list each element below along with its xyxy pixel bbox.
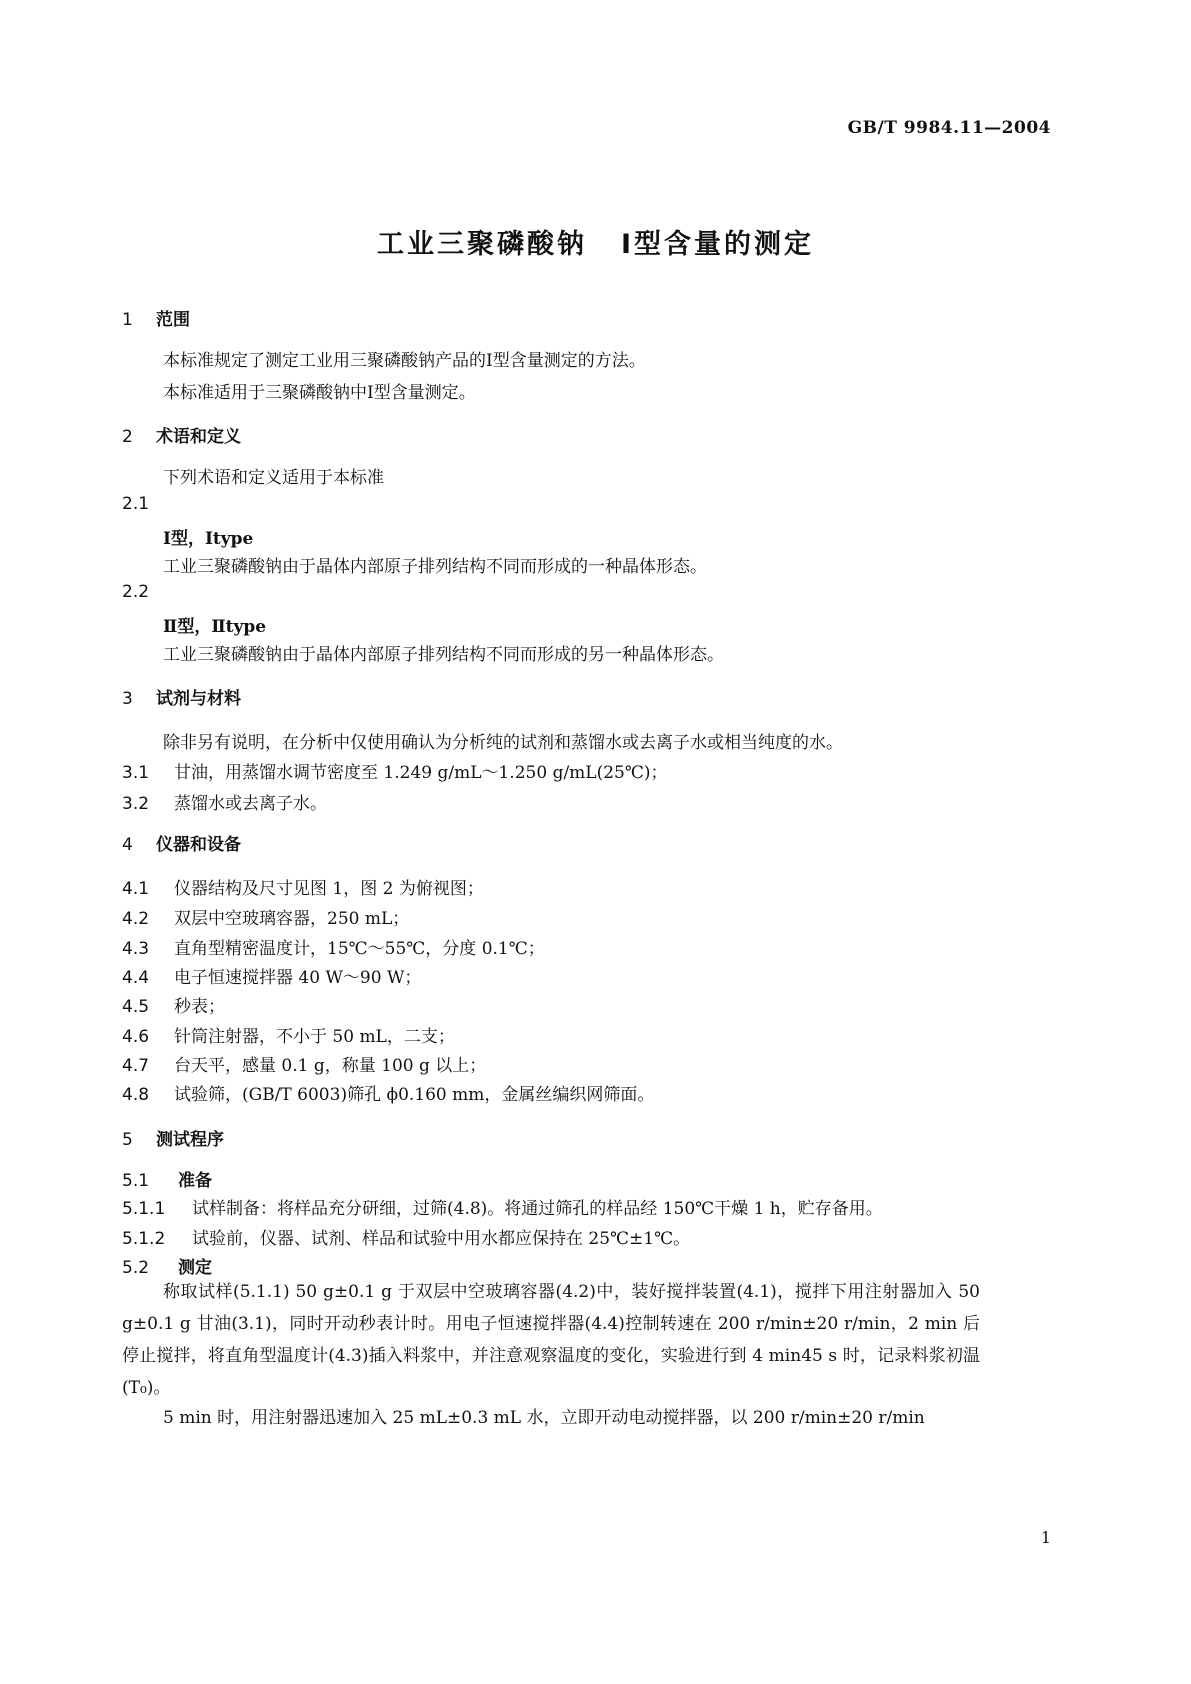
clause-number: 2.2 <box>122 582 150 602</box>
list-item <box>122 904 409 929</box>
item-number: 4.2 <box>122 909 150 929</box>
paragraph: 下列术语和定义适用于本标准 <box>163 468 384 488</box>
item-text: 秒表； <box>174 997 225 1017</box>
item-text: 电子恒速搅拌器 40 W～90 W； <box>174 968 422 988</box>
item-text: 仪器结构及尺寸见图 1，图 2 为俯视图； <box>174 879 484 899</box>
paragraph: 本标准适用于三聚磷酸钠中Ⅰ型含量测定。 <box>163 383 476 403</box>
section-heading <box>122 422 241 447</box>
section-number: 3 <box>122 689 133 709</box>
section-title: 试剂与材料 <box>156 689 241 709</box>
list-item <box>122 789 327 814</box>
clause-number: 5.1.2 <box>122 1229 166 1249</box>
item-number: 4.8 <box>122 1085 150 1105</box>
paragraph: 除非另有说明，在分析中仅使用确认为分析纯的试剂和蒸馏水或去离子水或相当纯度的水。 <box>163 733 843 753</box>
item-text: 直角型精密温度计，15℃～55℃，分度 0.1℃； <box>174 939 545 959</box>
list-item <box>122 992 225 1017</box>
item-number: 3.1 <box>122 763 150 783</box>
clause-number: 5.1.1 <box>122 1199 166 1219</box>
clause <box>122 1194 883 1219</box>
item-number: 4.4 <box>122 968 150 988</box>
subsection-title: 测定 <box>178 1258 212 1278</box>
list-item <box>122 934 545 959</box>
item-number: 4.3 <box>122 939 150 959</box>
list-item <box>122 758 668 783</box>
subsection-number: 5.1 <box>122 1171 150 1191</box>
item-number: 4.7 <box>122 1056 150 1076</box>
section-number: 5 <box>122 1130 133 1150</box>
subsection-title: 准备 <box>178 1171 212 1191</box>
subsection-heading <box>122 1166 212 1191</box>
title-part1: 工业三聚磷酸钠 <box>376 229 587 260</box>
list-item <box>122 874 484 899</box>
title-part2: Ⅰ型含量的测定 <box>620 229 815 260</box>
item-number: 4.6 <box>122 1027 150 1047</box>
subsection-heading <box>122 1253 212 1278</box>
section-title: 术语和定义 <box>156 427 241 447</box>
section-title: 测试程序 <box>156 1130 224 1150</box>
section-heading <box>122 830 241 855</box>
list-item <box>122 1022 455 1047</box>
clause-number: 2.1 <box>122 494 150 514</box>
paragraph: 本标准规定了测定工业用三聚磷酸钠产品的Ⅰ型含量测定的方法。 <box>163 351 646 371</box>
section-number: 2 <box>122 427 133 447</box>
page-number: 1 <box>1040 1528 1051 1547</box>
section-heading <box>122 684 241 709</box>
section-title: 范围 <box>156 310 190 330</box>
paragraph: 5 min 时，用注射器迅速加入 25 mL±0.3 mL 水，立即开动电动搅拌器，以 200 r/min±20 r/min <box>163 1408 925 1428</box>
item-text: 试验筛，(GB/T 6003)筛孔 ϕ0.160 mm，金属丝编织网筛面。 <box>174 1085 655 1105</box>
section-title: 仪器和设备 <box>156 835 241 855</box>
item-number: 4.1 <box>122 879 150 899</box>
term-definition: 工业三聚磷酸钠由于晶体内部原子排列结构不同而形成的另一种晶体形态。 <box>163 645 724 665</box>
paragraph: 称取试样(5.1.1) 50 g±0.1 g 于双层中空玻璃容器(4.2)中，装好搅拌装置(4.1)，搅拌下用注射器加入 50 g±0.1 g 甘油(3.1)，同时开动秒表计时。用电子恒速搅拌器(4.4)控制转速在 200 r/min±20 r/min，2 min 后停止搅拌，将直角型温度计(4.3)插入料浆中，并注意观察温度的变化，实验进行到 4 min45 s 时，记录料浆初温(T₀)。 <box>122 1282 980 1398</box>
standard-number: GB/T 9984.11—2004 <box>847 118 1051 138</box>
clause-text: 试样制备：将样品充分研细，过筛(4.8)。将通过筛孔的样品经 150℃干燥 1 h，贮存备用。 <box>192 1199 883 1219</box>
item-text: 双层中空玻璃容器，250 mL； <box>174 909 410 929</box>
clause-text: 试验前，仪器、试剂、样品和试验中用水都应保持在 25℃±1℃。 <box>192 1229 691 1249</box>
section-heading <box>122 1125 224 1150</box>
item-number: 4.5 <box>122 997 150 1017</box>
section-number: 1 <box>122 310 133 330</box>
section-number: 4 <box>122 835 133 855</box>
term-name: Ⅱ型，Ⅱtype <box>163 617 267 637</box>
item-text: 台天平，感量 0.1 g，称量 100 g 以上； <box>174 1056 487 1076</box>
term-definition: 工业三聚磷酸钠由于晶体内部原子排列结构不同而形成的一种晶体形态。 <box>163 557 707 577</box>
page-title <box>0 222 1191 261</box>
section-heading <box>122 305 190 330</box>
item-number: 3.2 <box>122 794 150 814</box>
item-text: 蒸馏水或去离子水。 <box>174 794 327 814</box>
subsection-number: 5.2 <box>122 1258 150 1278</box>
item-text: 针筒注射器，不小于 50 mL，二支； <box>174 1027 455 1047</box>
list-item <box>122 963 421 988</box>
clause <box>122 1224 690 1249</box>
item-text: 甘油，用蒸馏水调节密度至 1.249 g/mL～1.250 g/mL(25℃)； <box>174 763 668 783</box>
list-item <box>122 1080 654 1105</box>
list-item <box>122 1051 486 1076</box>
term-name: Ⅰ型，Ⅰtype <box>163 529 254 549</box>
